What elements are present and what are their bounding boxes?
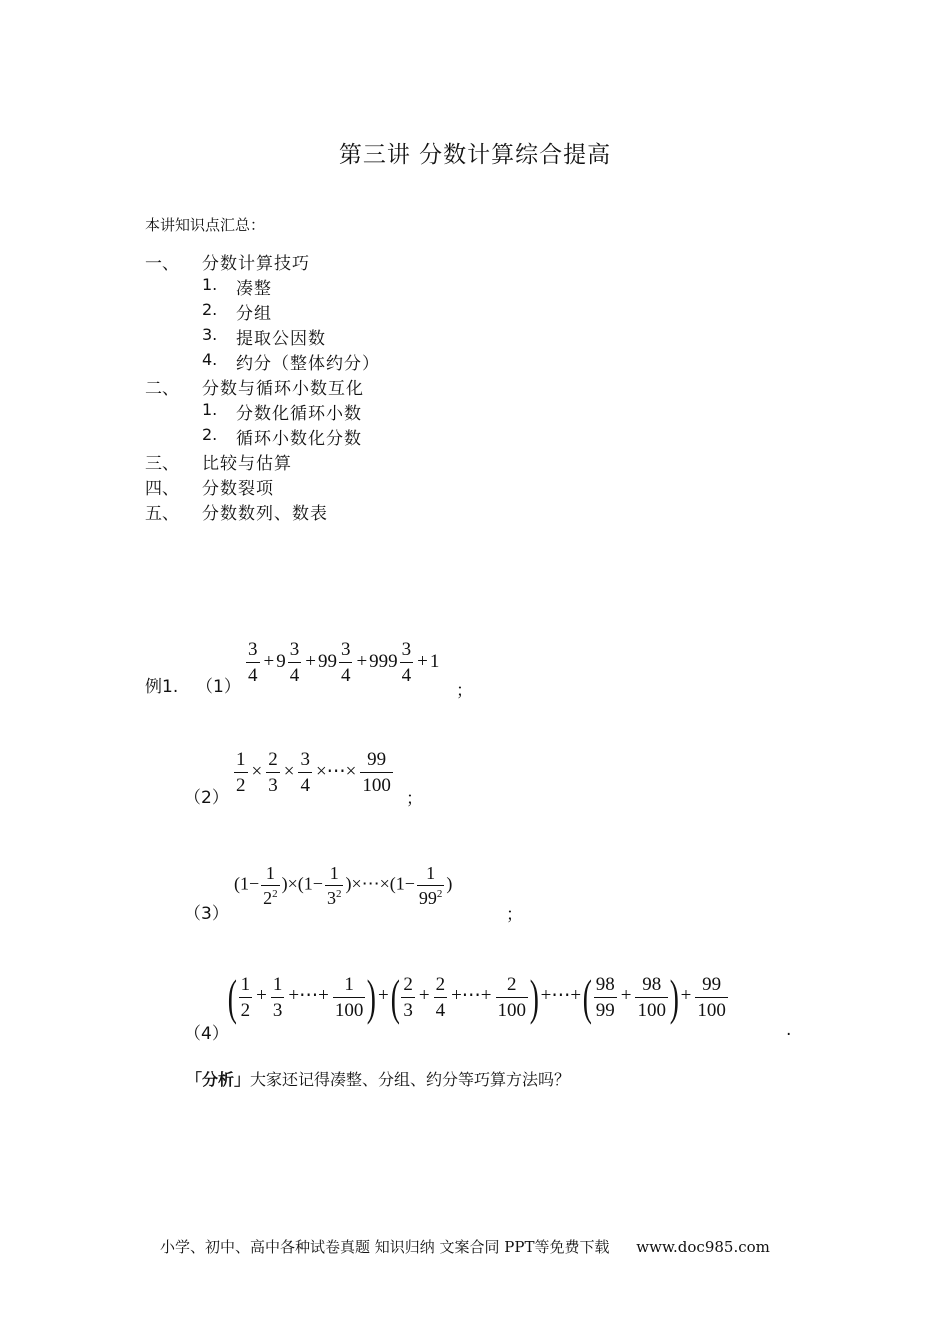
- example-label: 例1.: [145, 677, 179, 697]
- section-3-label: 比较与估算: [202, 454, 292, 474]
- expression-1: $\frac{3}{4}$ + 9 $\frac{3}{4}$ + 99 $\frac{3}{4}$ + 999 $\frac{3}{4}$ + 1: [248, 639, 440, 686]
- expression-2: $\frac{1}{2}$ × $\frac{2}{3}$ × $\frac{3}{4}$ ×⋯× $\frac{99}{100}$: [236, 749, 391, 796]
- footer: [160, 1236, 770, 1257]
- section-1-item-3-label: 提取公因数: [236, 329, 326, 349]
- section-1-label: 分数计算技巧: [202, 254, 310, 274]
- section-2-item-1-label: 分数化循环小数: [236, 404, 362, 424]
- section-5-number: 五、: [145, 504, 179, 524]
- section-4-number: 四、: [145, 479, 179, 499]
- section-1-item-3-number: 3.: [202, 325, 218, 344]
- part-4-label: （4）: [184, 1024, 229, 1044]
- part-4-end: .: [786, 1020, 792, 1040]
- section-1-item-2-number: 2.: [202, 300, 218, 319]
- part-3-label: （3）: [184, 904, 229, 924]
- section-1-item-2-label: 分组: [236, 304, 272, 324]
- footer-url[interactable]: www.doc985.com: [636, 1238, 770, 1256]
- summary-label: 本讲知识点汇总：: [145, 216, 266, 234]
- section-1-item-1-label: 凑整: [236, 279, 272, 299]
- section-2-number: 二、: [145, 379, 179, 399]
- section-2-label: 分数与循环小数互化: [202, 379, 364, 399]
- analysis-tag: 「分析」: [186, 1070, 251, 1089]
- section-1-number: 一、: [145, 254, 179, 274]
- analysis: [186, 1067, 570, 1090]
- part-1-end: ；: [456, 681, 473, 701]
- section-2-item-1-number: 1.: [202, 400, 218, 419]
- part-3-end: ；: [506, 905, 523, 925]
- section-3-number: 三、: [145, 454, 179, 474]
- section-1-item-1-number: 1.: [202, 275, 218, 294]
- section-2-item-2-label: 循环小数化分数: [236, 429, 362, 449]
- expression-4: ( $\frac{1}{2}$ + $\frac{1}{3}$ +⋯+ $\frac{1}{100}$ )+( $\frac{2}{3}$ + $\frac{2}{4}$ +⋯+ $\frac{2}{100}$ )+⋯+( $\frac{98}{99}$ + $\frac{98}{100}$ )+ $\frac{99}{100}$: [227, 969, 726, 1025]
- analysis-text: 大家还记得凑整、分组、约分等巧算方法吗？: [250, 1070, 571, 1089]
- footer-text: 小学、初中、高中各种试卷真题 知识归纳 文案合同 PPT等免费下载: [160, 1238, 610, 1256]
- section-1-item-4-number: 4.: [202, 350, 218, 369]
- section-2-item-2-number: 2.: [202, 425, 218, 444]
- section-4-label: 分数裂项: [202, 479, 274, 499]
- part-1-label: （1）: [196, 677, 241, 697]
- part-2-end: ；: [406, 789, 423, 809]
- section-5-label: 分数数列、数表: [202, 504, 328, 524]
- expression-3: (1− $\frac{1}{2^2}$ )×(1− $\frac{1}{3^2}$ )×⋯×(1− $\frac{1}{99^2}$ ): [234, 863, 453, 908]
- section-1-item-4-label: 约分（整体约分）: [236, 354, 380, 374]
- part-2-label: （2）: [184, 788, 229, 808]
- page-title: 第三讲 分数计算综合提高: [338, 142, 612, 168]
